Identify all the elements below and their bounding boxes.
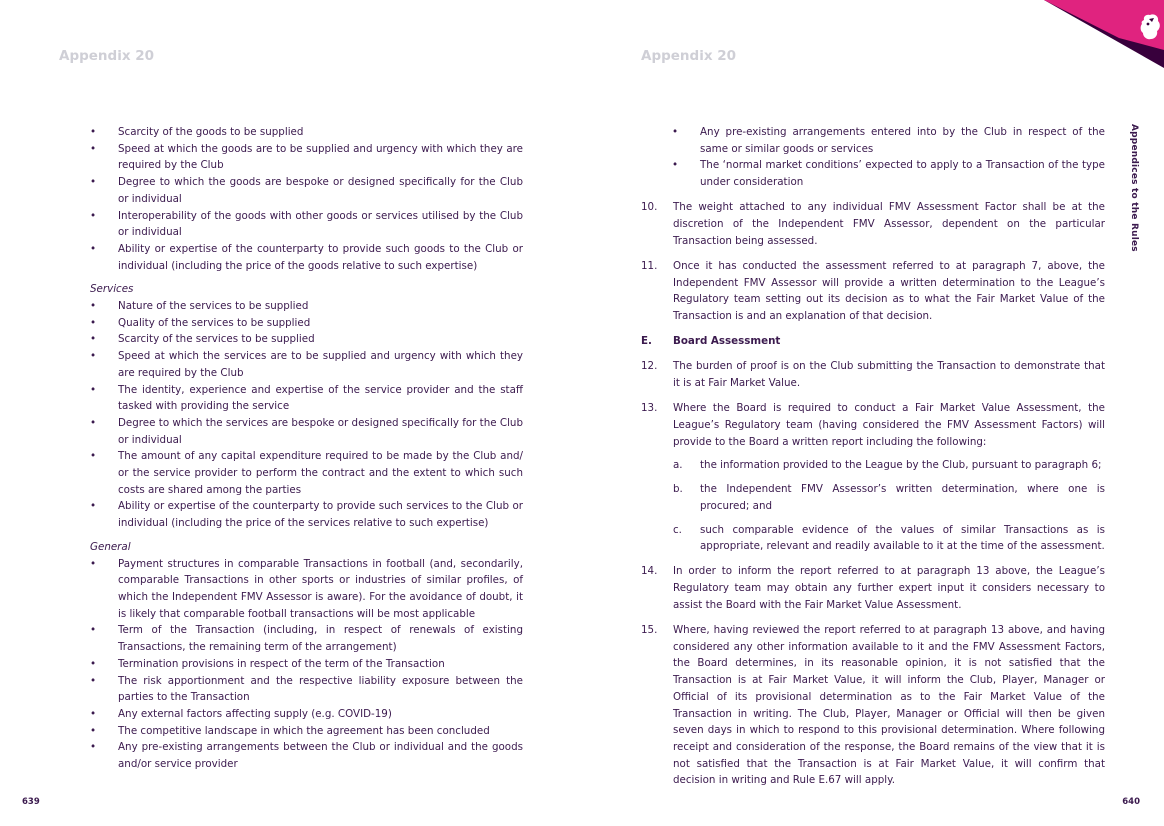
paragraph-number: 10.: [641, 201, 658, 214]
section-title: Board Assessment: [673, 335, 781, 348]
subparagraph-letter: b.: [673, 483, 683, 496]
list-item: • Scarcity of the services to be supplied: [90, 331, 523, 348]
section-letter: E.: [641, 335, 652, 348]
list-item: • The ‘normal market conditions’ expected to apply to a Transaction of the type under consideration: [641, 157, 1105, 190]
paragraph-15: [641, 622, 1105, 789]
list-item: • Ability or expertise of the counterparty to provide such services to the Club or individual (including the price of the services relative to such expertise): [90, 498, 523, 531]
page-header: Appendix 20: [59, 48, 155, 64]
subparagraph-c: [641, 522, 1105, 555]
paragraph-14: [641, 563, 1105, 613]
paragraph-number: 13.: [641, 402, 658, 415]
paragraph-text: Where, having reviewed the report referred to at paragraph 13 above, and having considered any other information available to it and the FMV Assessment Factors, the Board determines, in its reasonable opinion, it is not satisfied that the Transaction is at Fair Market Value, it will inform the Club, Player, Manager or Official of its provisional determination as to the Fair Market Value of the Transaction in writing. The Club, Player, Manager or Official will then be given seven days in which to respond to this provisional determination. Where following receipt and consideration of the response, the Board remains of the view that it is not satisfied that the Transaction is at Fair Market Value, it will confirm that decision in writing and Rule E.67 will apply.: [673, 624, 1105, 787]
list-item: • Speed at which the goods are to be supplied and urgency with which they are required by the Club: [90, 141, 523, 174]
paragraph-number: 11.: [641, 259, 658, 272]
list-item: • The amount of any capital expenditure required to be made by the Club and/ or the service provider to perform the contract and the extent to which such costs are shared among the parties: [90, 448, 523, 498]
list-item: • Any pre-existing arrangements entered into by the Club in respect of the same or similar goods or services: [641, 124, 1105, 157]
list-item: • The risk apportionment and the respective liability exposure between the parties to the Transaction: [90, 673, 523, 706]
page-number: 640: [1122, 797, 1140, 807]
subparagraph-text: the Independent FMV Assessor’s written determination, where one is procured; and: [700, 483, 1105, 512]
paragraph-number: 14.: [641, 565, 658, 578]
sidebar-label-text: Appendices to the Rules: [1129, 124, 1139, 252]
list-item: • Quality of the services to be supplied: [90, 315, 523, 332]
paragraph-12: [641, 358, 1105, 391]
subparagraph-a: [641, 457, 1105, 474]
list-item: • Ability or expertise of the counterparty to provide such goods to the Club or individual (including the price of the goods relative to such expertise): [90, 241, 523, 274]
paragraph-11: [641, 258, 1105, 325]
right-content: [641, 124, 1105, 789]
list-item: • Nature of the services to be supplied: [90, 298, 523, 315]
list-item: • Any pre-existing arrangements between the Club or individual and the goods and/or service provider: [90, 739, 523, 772]
paragraph-text: In order to inform the report referred to at paragraph 13 above, the League’s Regulatory team may obtain any further expert input it considers necessary to assist the Board with the Fair Market Value Assessment.: [673, 565, 1105, 611]
list-item: • Speed at which the services are to be supplied and urgency with which they are required by the Club: [90, 348, 523, 381]
paragraph-number: 15.: [641, 624, 658, 637]
list-item: • Termination provisions in respect of the term of the Transaction: [90, 656, 523, 673]
list-item: • Degree to which the services are bespoke or designed specifically for the Club or individual: [90, 415, 523, 448]
paragraph-text: The burden of proof is on the Club submitting the Transaction to demonstrate that it is at Fair Market Value.: [673, 360, 1105, 390]
page-number: 639: [22, 797, 40, 807]
list-item: • Degree to which the goods are bespoke or designed specifically for the Club or individual: [90, 174, 523, 207]
paragraph-text: Where the Board is required to conduct a Fair Market Value Assessment, the League’s Regulatory team (having considered the FMV Assessment Factors) will provide to the Board a written report including the following:: [673, 402, 1105, 448]
paragraph-13: [641, 400, 1105, 450]
page-header: Appendix 20: [641, 48, 737, 64]
paragraph-10: [641, 199, 1105, 249]
subparagraph-letter: a.: [673, 459, 683, 472]
paragraph-text: Once it has conducted the assessment referred to at paragraph 7, above, the Independent FMV Assessor will provide a written determination to the League’s Regulatory team setting out its decision as to what the Fair Market Value of the Transaction is and an explanation of that decision.: [673, 259, 1105, 323]
left-content: [90, 124, 523, 773]
list-item: • Interoperability of the goods with other goods or services utilised by the Club or individual: [90, 208, 523, 241]
paragraph-number: 12.: [641, 360, 658, 373]
paragraph-text: The weight attached to any individual FMV Assessment Factor shall be at the discretion of the Independent FMV Assessor, dependent on the particular Transaction being assessed.: [673, 201, 1105, 247]
sidebar-section-label: [1126, 124, 1140, 254]
general-heading: General: [90, 540, 131, 553]
list-item: • Term of the Transaction (including, in respect of renewals of existing Transactions, the remaining term of the arrangement): [90, 622, 523, 655]
services-heading: Services: [90, 283, 134, 296]
subparagraph-text: such comparable evidence of the values of similar Transactions as is appropriate, relevant and readily available to it at the time of the assessment.: [700, 523, 1105, 553]
right-page: [582, 0, 1164, 826]
subparagraph-letter: c.: [673, 523, 682, 536]
subparagraph-text: the information provided to the League by the Club, pursuant to paragraph 6;: [700, 459, 1102, 472]
list-item: • The competitive landscape in which the agreement has been concluded: [90, 723, 523, 740]
list-item: • The identity, experience and expertise of the service provider and the staff tasked with providing the service: [90, 382, 523, 415]
subparagraph-b: [641, 481, 1105, 514]
list-item: • Scarcity of the goods to be supplied: [90, 124, 523, 141]
section-heading: [641, 333, 1105, 350]
list-item: • Any external factors affecting supply (e.g. COVID-19): [90, 706, 523, 723]
corner-decoration: [1014, 0, 1164, 70]
list-item: • Payment structures in comparable Transactions in football (and, secondarily, comparable Transactions in other sports or industries of similar profiles, of which the Independent FMV Assessor is aware). For the avoidance of doubt, it is likely that comparable football transactions will be most applicable: [90, 556, 523, 623]
